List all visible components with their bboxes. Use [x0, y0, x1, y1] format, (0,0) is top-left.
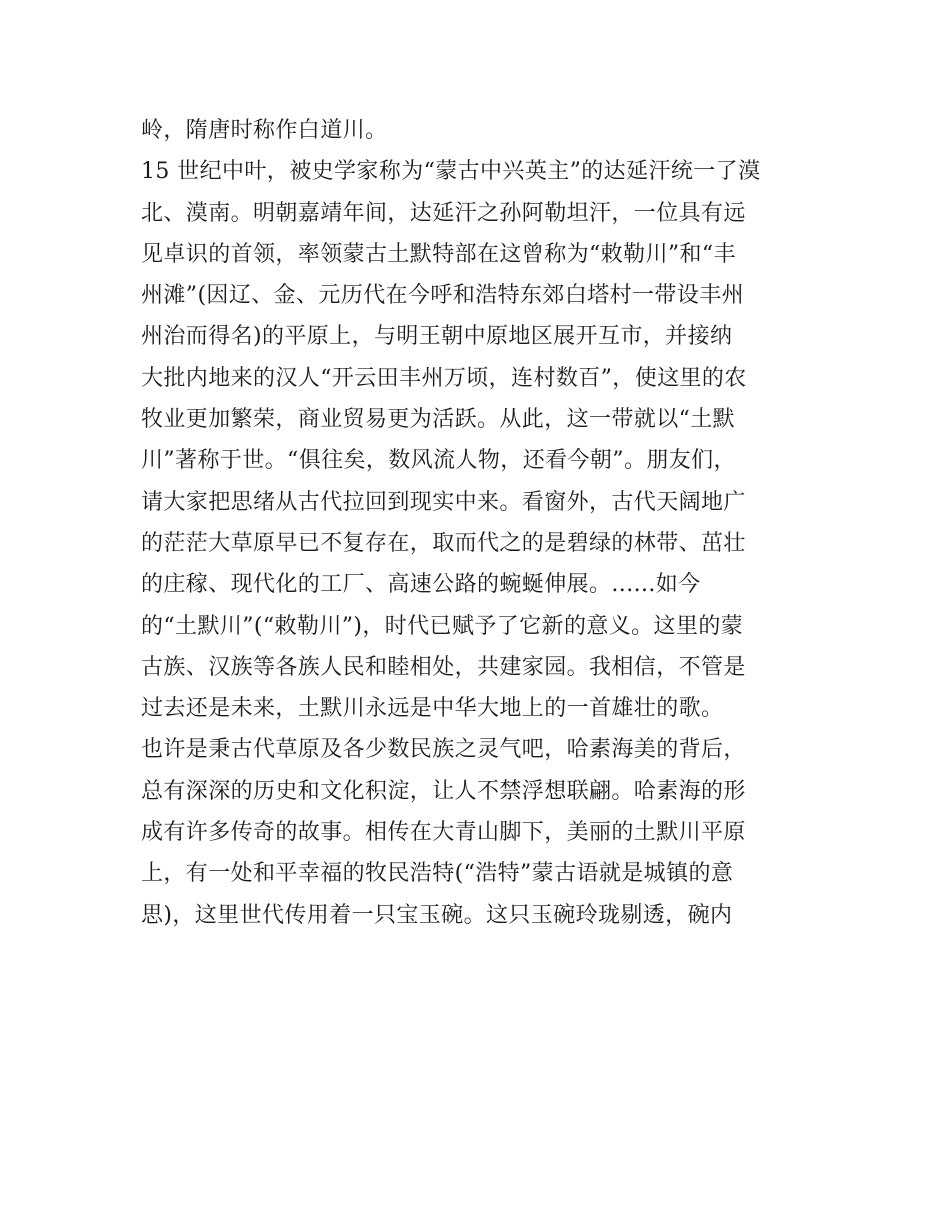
text-line: 总有深深的历史和文化积淀，让人不禁浮想联翩。哈素海的形: [141, 778, 746, 804]
body-text: [141, 110, 821, 936]
text-line: 川”著称于世。“俱往矣，数风流人物，还看今朝”。朋友们，: [141, 448, 736, 474]
text-line: 牧业更加繁荣，商业贸易更为活跃。从此，这一带就以“土默: [141, 407, 736, 433]
text-line: 成有许多传奇的故事。相传在大青山脚下，美丽的土默川平原: [141, 820, 746, 846]
text-line: 15 世纪中叶，被史学家称为“蒙古中兴英主”的达延汗统一了漠: [141, 159, 761, 185]
text-line: 古族、汉族等各族人民和睦相处，共建家园。我相信，不管是: [141, 654, 746, 680]
text-line: 上，有一处和平幸福的牧民浩特(“浩特”蒙古语就是城镇的意: [141, 861, 734, 887]
text-line: 北、漠南。明朝嘉靖年间，达延汗之孙阿勒坦汗，一位具有远: [141, 200, 746, 226]
text-line: 岭，隋唐时称作白道川。: [141, 118, 388, 143]
text-line: 州治而得名)的平原上，与明王朝中原地区展开互市，并接纳: [141, 324, 733, 350]
text-line: 思)，这里世代传用着一只宝玉碗。这只玉碗玲珑剔透，碗内: [141, 902, 733, 928]
text-line: 的茫茫大草原早已不复存在，取而代之的是碧绿的林带、茁壮: [141, 530, 746, 556]
text-line: 的庄稼、现代化的工厂、高速公路的蜿蜒伸展。......如今: [141, 572, 701, 598]
text-line: 的“土默川”(“敕勒川”)，时代已赋予了它新的意义。这里的蒙: [141, 613, 744, 639]
text-line: 大批内地来的汉人“开云田丰州万顷，连村数百”，使这里的农: [141, 365, 747, 391]
text-line: 请大家把思绪从古代拉回到现实中来。看窗外，古代天阔地广: [141, 489, 746, 515]
text-line: 见卓识的首领，率领蒙古土默特部在这曾称为“敕勒川”和“丰: [141, 241, 736, 267]
text-line: 过去还是未来，土默川永远是中华大地上的一首雄壮的歌。: [141, 696, 724, 722]
text-line: 也许是秉古代草原及各少数民族之灵气吧，哈素海美的背后，: [141, 737, 746, 763]
text-line: 州滩”(因辽、金、元历代在今呼和浩特东郊白塔村一带设丰州: [141, 283, 745, 309]
